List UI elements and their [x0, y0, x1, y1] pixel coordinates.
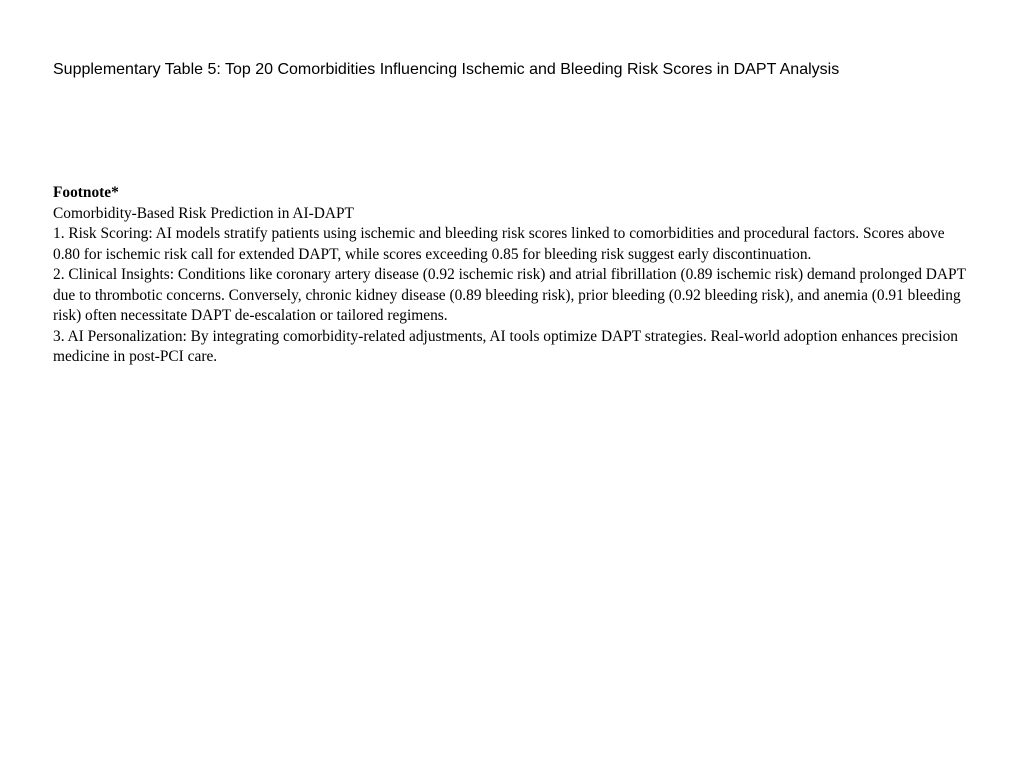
footnote-section [53, 183, 973, 368]
footnote-heading: Footnote* [53, 184, 119, 201]
footnote-subheading: Comorbidity-Based Risk Prediction in AI-DAPT [53, 204, 354, 222]
page-title: Supplementary Table 5: Top 20 Comorbidities Influencing Ischemic and Bleeding Risk Scores in DAPT Analysis [53, 61, 840, 78]
footnote-item-ai-personalization: 3. AI Personalization: By integrating comorbidity-related adjustments, AI tools optimize DAPT strategies. Real-world adoption enhances precision medicine in post-PCI care. [53, 327, 959, 365]
footnote-item-clinical-insights: 2. Clinical Insights: Conditions like coronary artery disease (0.92 ischemic risk) and atrial fibrillation (0.89 ischemic risk) demand prolonged DAPT due to thrombotic concerns. Conversely, chronic kidney disease (0.89 bleeding risk), prior bleeding (0.92 bleeding risk), and anemia (0.91 bleeding risk) often necessitate DAPT de-escalation or tailored regimens. [53, 266, 966, 324]
footnote-item-risk-scoring: 1. Risk Scoring: AI models stratify patients using ischemic and bleeding risk scores linked to comorbidities and procedural factors. Scores above 0.80 for ischemic risk call for extended DAPT, while scores exceeding 0.85 for bleeding risk suggest early discontinuation. [53, 225, 945, 263]
